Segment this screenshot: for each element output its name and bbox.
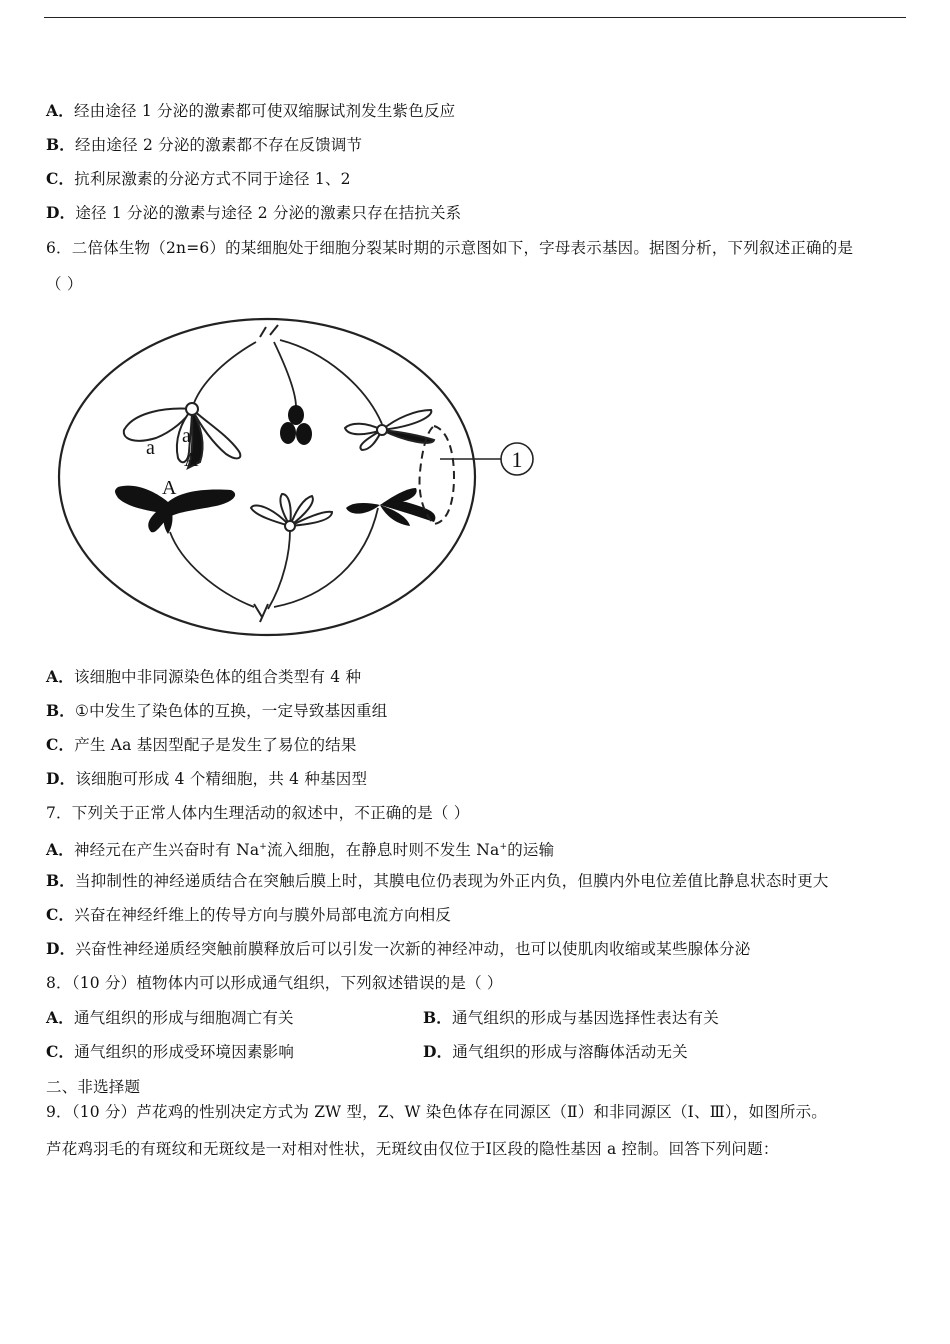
superscript: + [499, 842, 508, 852]
option-letter: B． [423, 1008, 453, 1027]
chromosome-top-right [345, 410, 434, 450]
q9-line-1: 9．（10 分）芦花鸡的性别决定方式为 ZW 型，Z、W 染色体存在同源区（Ⅱ）和非同源区（Ⅰ、Ⅲ），如图所示。 [46, 1103, 828, 1121]
q8-options-row-1 [46, 1007, 906, 1029]
q7-stem: 7．下列关于正常人体内生理活动的叙述中，不正确的是（ ） [46, 804, 470, 822]
spindle-fiber [274, 342, 296, 407]
option-text: 产生 Aa 基因型配子是发生了易位的结果 [74, 736, 357, 754]
option-letter: B． [46, 701, 76, 720]
chromosome-bottom-middle [251, 494, 332, 531]
q8-options-row-2 [46, 1041, 906, 1063]
option-letter: D． [46, 203, 76, 222]
q6-option-b [46, 700, 387, 722]
top-centriole [260, 325, 278, 337]
callout-number: 1 [511, 447, 523, 472]
option-text: 兴奋在神经纤维上的传导方向与膜外局部电流方向相反 [74, 906, 452, 924]
header-rule [44, 17, 906, 18]
q8-option-c [46, 1043, 294, 1061]
section-title: 二、非选择题 [46, 1078, 141, 1096]
option-letter: A． [46, 840, 74, 859]
option-letter: C． [46, 905, 75, 924]
option-text: 的运输 [507, 841, 555, 859]
option-letter: D． [423, 1042, 453, 1061]
cell-membrane [59, 319, 475, 635]
q8-option-a [46, 1009, 294, 1027]
q7-option-b [46, 870, 829, 892]
gene-label-A: A [184, 449, 199, 471]
option-text: 流入细胞，在静息时则不发生 Na [267, 841, 500, 859]
superscript: + [259, 842, 268, 852]
q8-option-d [423, 1041, 688, 1063]
option-text: 通气组织的形成受环境因素影响 [74, 1043, 295, 1061]
gene-label-a: a [146, 437, 155, 459]
option-letter: A． [46, 1008, 74, 1027]
cell-division-figure [56, 312, 542, 642]
spindle-fiber [170, 532, 254, 607]
option-letter: C． [46, 169, 75, 188]
spindle-fiber [192, 342, 256, 409]
q5-option-b [46, 134, 362, 156]
chromosome-bottom-right [346, 488, 435, 526]
q9-line-2: 芦花鸡羽毛的有斑纹和无斑纹是一对相对性状，无斑纹由仅位于Ⅰ区段的隐性基因 a 控制。回答下列问题： [46, 1140, 779, 1158]
chromosome-top-middle [280, 405, 312, 445]
option-letter: B． [46, 135, 76, 154]
option-letter: B． [46, 871, 76, 890]
q7-option-d [46, 938, 750, 960]
bottom-centriole [254, 604, 268, 622]
option-text: 神经元在产生兴奋时有 Na [73, 841, 260, 859]
option-text: 经由途径 1 分泌的激素都可使双缩脲试剂发生紫色反应 [73, 102, 456, 120]
spindle-fiber [268, 530, 290, 609]
q6-stem: 6．二倍体生物（2n=6）的某细胞处于细胞分裂某时期的示意图如下，字母表示基因。据图分析，下列叙述正确的是 [46, 239, 854, 257]
option-letter: D． [46, 769, 76, 788]
option-text: ①中发生了染色体的互换，一定导致基因重组 [75, 702, 388, 720]
q6-option-a [46, 666, 361, 688]
q6-answer-paren: （ ） [46, 275, 83, 293]
option-letter: A． [46, 101, 74, 120]
option-text: 抗利尿激素的分泌方式不同于途径 1、2 [74, 170, 351, 188]
gene-label-a: a [182, 425, 191, 447]
option-letter: D． [46, 939, 76, 958]
q5-option-a [46, 100, 455, 122]
option-text: 当抑制性的神经递质结合在突触后膜上时，其膜电位仍表现为外正内负，但膜内外电位差值比静息状态时更大 [75, 872, 829, 890]
option-text: 通气组织的形成与细胞凋亡有关 [73, 1009, 294, 1027]
q8-option-b [423, 1007, 719, 1029]
gene-label-A: A [162, 477, 177, 499]
option-letter: C． [46, 735, 75, 754]
q6-option-c [46, 734, 357, 756]
q6-option-d [46, 768, 367, 790]
option-text: 经由途径 2 分泌的激素都不存在反馈调节 [75, 136, 363, 154]
q7-option-c [46, 904, 451, 926]
q5-option-d [46, 202, 461, 224]
option-letter: A． [46, 667, 74, 686]
option-text: 通气组织的形成与基因选择性表达有关 [452, 1009, 719, 1027]
option-text: 通气组织的形成与溶酶体活动无关 [452, 1043, 688, 1061]
option-text: 兴奋性神经递质经突触前膜释放后可以引发一次新的神经冲动，也可以使肌肉收缩或某些腺体分泌 [75, 940, 751, 958]
q5-option-c [46, 168, 351, 190]
option-letter: C． [46, 1042, 75, 1061]
q7-option-a [46, 836, 554, 861]
option-text: 途径 1 分泌的激素与途径 2 分泌的激素只存在拮抗关系 [75, 204, 462, 222]
option-text: 该细胞可形成 4 个精细胞，共 4 种基因型 [75, 770, 368, 788]
q8-stem: 8．（10 分）植物体内可以形成通气组织，下列叙述错误的是（ ） [46, 974, 503, 992]
option-text: 该细胞中非同源染色体的组合类型有 4 种 [73, 668, 362, 686]
exchange-region-outline [420, 426, 454, 524]
